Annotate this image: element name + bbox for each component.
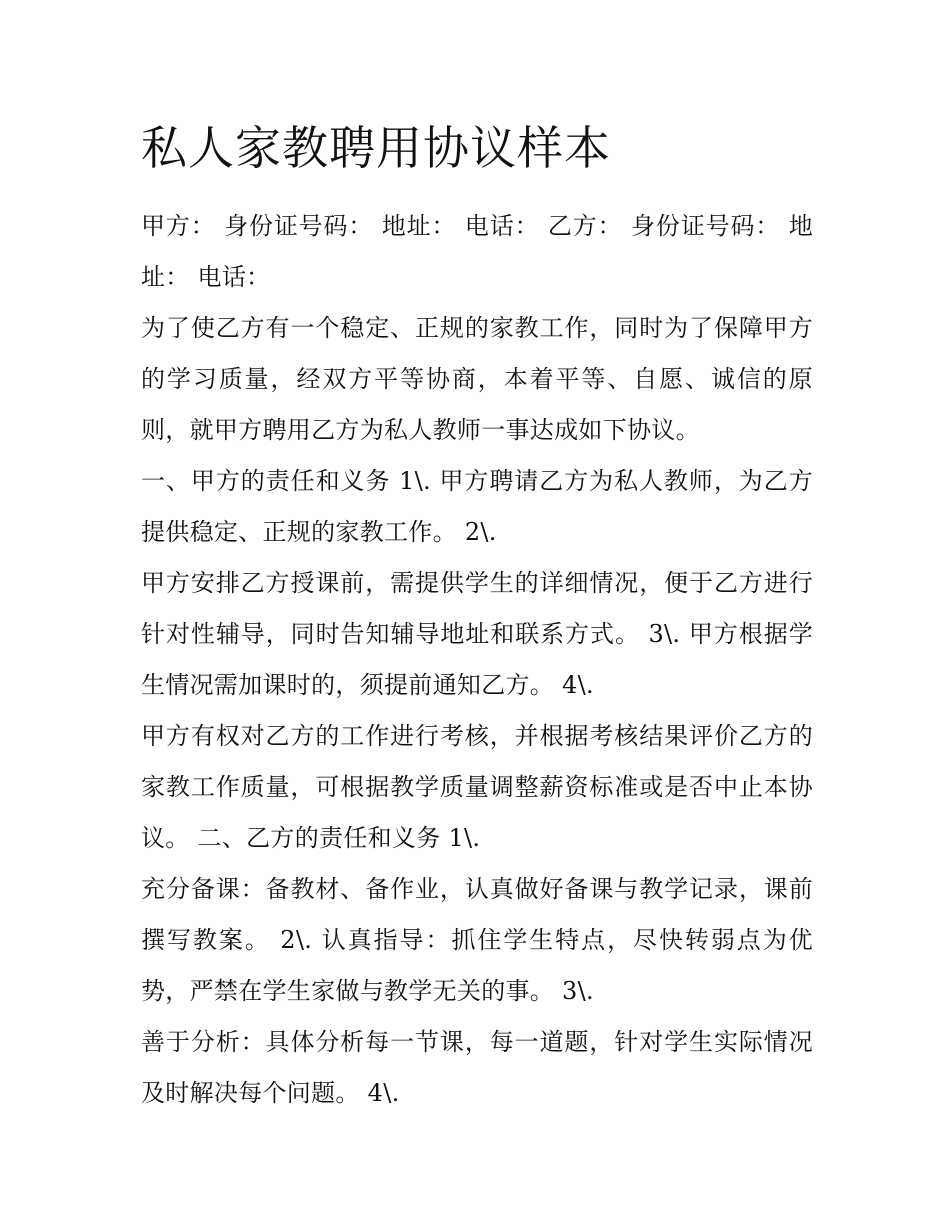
clause-paragraph: 甲方有权对乙方的工作进行考核，并根据考核结果评价乙方的家教工作质量，可根据教学质量调整薪资标准或是否中止本协议。 二、乙方的责任和义务 1\. <box>141 722 813 852</box>
clause-paragraph: 善于分析：具体分析每一节课，每一道题，针对学生实际情况及时解决每个问题。 4\. <box>141 1028 813 1107</box>
clause-paragraph: 甲方安排乙方授课前，需提供学生的详细情况，便于乙方进行针对性辅导，同时告知辅导地址和联系方式。 3\. 甲方根据学生情况需加课时的，须提前通知乙方。 4\. <box>141 569 813 699</box>
preamble-paragraph: 为了使乙方有一个稳定、正规的家教工作，同时为了保障甲方的学习质量，经双方平等协商，本着平等、自愿、诚信的原则，就甲方聘用乙方为私人教师一事达成如下协议。 <box>141 314 813 444</box>
document-page <box>141 118 813 1119</box>
clause-paragraph: 一、甲方的责任和义务 1\. 甲方聘请乙方为私人教师，为乙方提供稳定、正规的家教工作。 2\. <box>141 467 813 546</box>
document-title: 私人家教聘用协议样本 <box>141 121 611 175</box>
party-info-paragraph: 甲方： 身份证号码： 地址： 电话： 乙方： 身份证号码： 地址： 电话： <box>141 212 813 291</box>
clause-paragraph: 充分备课：备教材、备作业，认真做好备课与教学记录，课前撰写教案。 2\. 认真指导：抓住学生特点，尽快转弱点为优势，严禁在学生家做与教学无关的事。 3\. <box>141 875 813 1005</box>
